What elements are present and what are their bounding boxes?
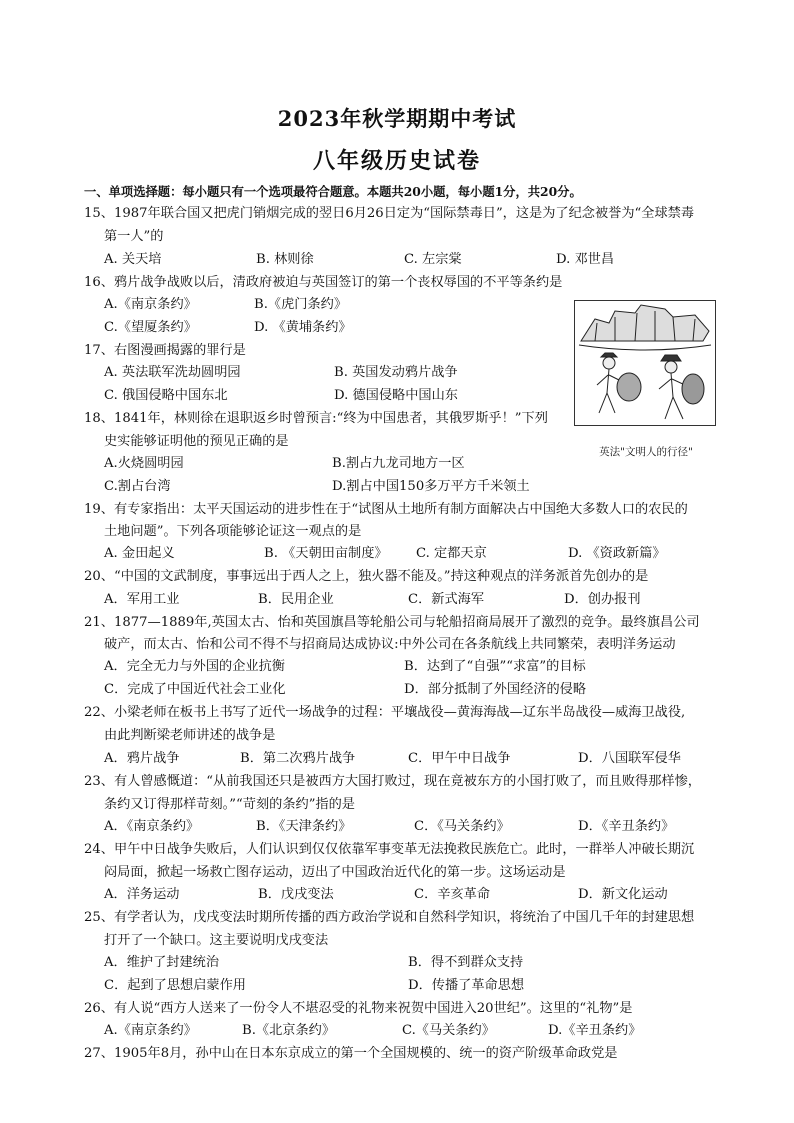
question-23-option-b: B．《天津条约》	[256, 819, 352, 834]
question-16-option-b: B.《虎门条约》	[254, 297, 348, 312]
question-25-option-c: C．起到了思想启蒙作用	[104, 978, 246, 993]
question-20-option-c: C．新式海军	[408, 592, 485, 607]
question-27-stem: 27、1905年8月，孙中山在日本东京成立的第一个全国规模的、统一的资产阶级革命政党是	[84, 1046, 618, 1061]
question-23-option-a: A．《南京条约》	[104, 819, 200, 834]
question-16-option-c: C.《望厦条约》	[104, 320, 197, 335]
question-21-option-b: B．达到了“自强”“求富”的目标	[404, 659, 586, 674]
question-23-stem-cont: 条约又订得那样苛刻。”“苛刻的条约”指的是	[104, 797, 355, 812]
question-17-option-c: C. 俄国侵略中国东北	[104, 388, 228, 403]
question-22-option-c: C．甲午中日战争	[408, 751, 511, 766]
question-24-option-a: A．洋务运动	[104, 887, 180, 902]
question-22-option-d: D．八国联军侵华	[578, 751, 681, 766]
section-heading: 一、单项选择题：每小题只有一个选项最符合题意。本题共20小题，每小题1分，共20分。	[84, 184, 582, 199]
question-24-option-b: B．戊戌变法	[258, 887, 334, 902]
question-24-option-d: D．新文化运动	[578, 887, 668, 902]
question-26-option-a: A.《南京条约》	[104, 1023, 197, 1038]
question-23-option-c: C．《马关条约》	[414, 819, 510, 834]
question-19-option-a: A. 金田起义	[104, 546, 175, 561]
question-22-stem-cont: 由此判断梁老师讲述的战争是	[104, 728, 276, 743]
question-22-option-a: A．鸦片战争	[104, 751, 180, 766]
question-18-option-b: B.割占九龙司地方一区	[332, 456, 465, 471]
question-18-stem: 18、1841年，林则徐在退职返乡时曾预言:“终为中国患者，其俄罗斯乎！”下列	[84, 411, 548, 426]
question-24-stem-cont: 闷局面，掀起一场救亡图存运动，迈出了中国政治近代化的第一步。这场运动是	[104, 865, 566, 880]
exam-title: 2023年秋学期期中考试	[277, 106, 517, 131]
cartoon-figure	[574, 300, 716, 426]
question-22-stem: 22、小梁老师在板书上书写了近代一场战争的过程：平壤战役—黄海海战—辽东半岛战役—威海卫战役,	[84, 705, 686, 720]
question-21-option-d: D．部分抵制了外国经济的侵略	[404, 682, 587, 697]
question-16-option-a: A.《南京条约》	[104, 297, 197, 312]
question-20-option-b: B．民用企业	[258, 592, 334, 607]
question-24-stem: 24、甲午中日战争失败后，人们认识到仅仅依靠军事变革无法挽救民族危亡。此时，一群举人冲破长期沉	[84, 842, 695, 857]
question-20-option-a: A．军用工业	[104, 592, 180, 607]
question-18-option-a: A.火烧圆明园	[104, 456, 184, 471]
question-22-option-b: B．第二次鸦片战争	[240, 751, 356, 766]
question-19-option-d: D. 《资政新篇》	[568, 546, 666, 561]
question-18-option-c: C.割占台湾	[104, 479, 171, 494]
question-25-option-a: A．维护了封建统治	[104, 955, 220, 970]
question-15-stem: 15、1987年联合国又把虎门销烟完成的翌日6月26日定为“国际禁毒日”，这是为了纪念被誉为“全球禁毒	[84, 206, 695, 221]
question-26-option-c: C.《马关条约》	[402, 1023, 495, 1038]
question-18-option-d: D.割占中国150多万平方千米领土	[332, 479, 530, 494]
question-17-option-d: D. 德国侵略中国山东	[334, 388, 458, 403]
question-17-option-b: B. 英国发动鸦片战争	[334, 365, 458, 380]
exam-subtitle: 八年级历史试卷	[312, 148, 481, 174]
question-23-stem: 23、有人曾感慨道：“从前我国还只是被西方大国打败过，现在竟被东方的小国打败了，而且败得那样惨，	[84, 774, 701, 789]
question-25-option-d: D．传播了革命思想	[408, 978, 525, 993]
question-15-option-a: A. 关天培	[104, 252, 162, 267]
question-26-option-d: D.《辛丑条约》	[548, 1023, 642, 1038]
question-15-option-b: B. 林则徐	[256, 252, 314, 267]
question-19-option-c: C. 定都天京	[416, 546, 487, 561]
question-16-stem: 16、鸦片战争战败以后，清政府被迫与英国签订的第一个丧权辱国的不平等条约是	[84, 275, 563, 290]
question-24-option-c: C．辛亥革命	[414, 887, 491, 902]
question-15-option-c: C. 左宗棠	[404, 252, 462, 267]
question-26-stem: 26、有人说“西方人送来了一份令人不堪忍受的礼物来祝贺中国进入20世纪”。这里的“礼物”是	[84, 1001, 633, 1016]
question-15-option-d: D. 邓世昌	[556, 252, 615, 267]
question-20-option-d: D．创办报刊	[564, 592, 641, 607]
question-18-stem-cont: 史实能够证明他的预见正确的是	[104, 434, 289, 449]
cartoon-illustration	[575, 301, 715, 425]
question-15-stem-cont: 第一人”的	[104, 229, 164, 244]
question-17-option-a: A. 英法联军洗劫圆明园	[104, 365, 241, 380]
question-20-stem: 20、“中国的文武制度，事事远出于西人之上，独火器不能及。”持这种观点的洋务派首先创办的是	[84, 569, 649, 584]
question-26-option-b: B.《北京条约》	[242, 1023, 336, 1038]
question-21-option-a: A．完全无力与外国的企业抗衡	[104, 659, 285, 674]
question-25-option-b: B．得不到群众支持	[408, 955, 524, 970]
question-21-stem-cont: 破产，而太古、怡和公司不得不与招商局达成协议:中外公司在各条航线上共同繁荣，表明洋务运动	[104, 637, 676, 652]
question-21-option-c: C．完成了中国近代社会工业化	[104, 682, 286, 697]
question-17-stem: 17、右图漫画揭露的罪行是	[84, 343, 246, 358]
question-19-stem: 19、有专家指出：太平天国运动的进步性在于“试图从土地所有制方面解决占中国绝大多数人口的农民的	[84, 502, 688, 517]
question-25-stem: 25、有学者认为，戊戌变法时期所传播的西方政治学说和自然科学知识，将统治了中国几千年的封建思想	[84, 910, 695, 925]
cartoon-caption: 英法"文明人的行径"	[599, 446, 693, 458]
question-19-stem-cont: 土地问题”。下列各项能够论证这一观点的是	[104, 524, 362, 539]
question-25-stem-cont: 打开了一个缺口。这主要说明戊戌变法	[104, 933, 329, 948]
question-23-option-d: D．《辛丑条约》	[578, 819, 675, 834]
question-16-option-d: D. 《黄埔条约》	[254, 320, 352, 335]
question-19-option-b: B. 《天朝田亩制度》	[264, 546, 388, 561]
question-21-stem: 21、1877—1889年,英国太古、怡和英国旗昌等轮船公司与轮船招商局展开了激烈的竞争。最终旗昌公司	[84, 615, 700, 630]
